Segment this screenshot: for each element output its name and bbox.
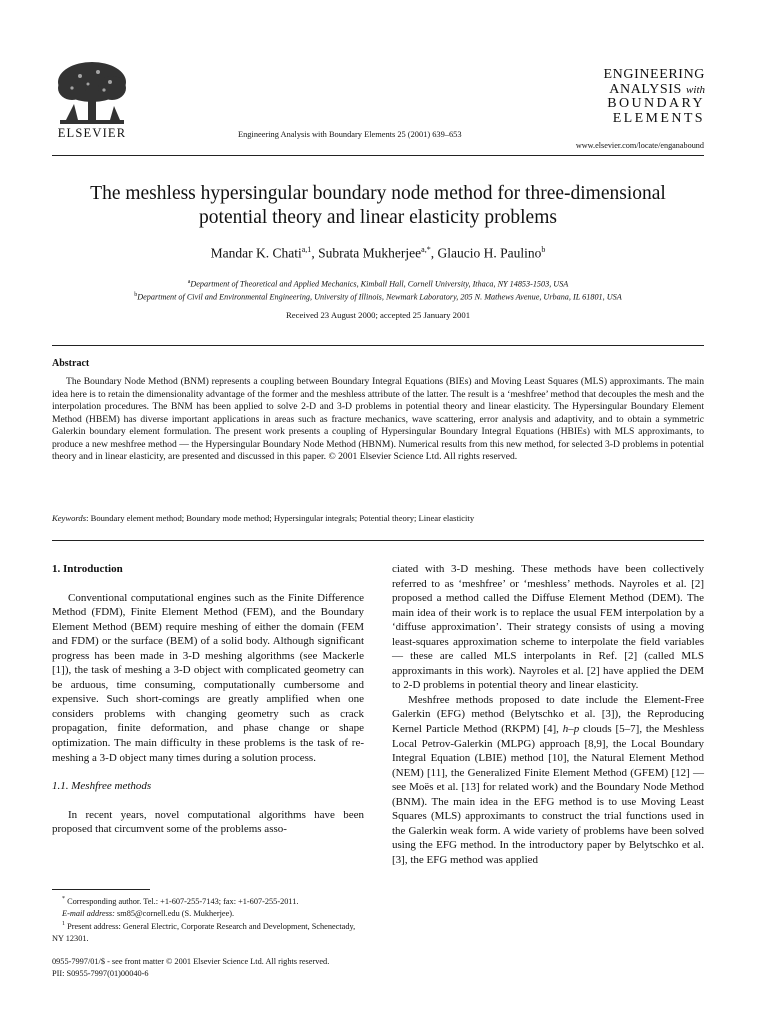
journal-brand [560, 68, 705, 126]
author-mukherjee-marks: a,* [421, 245, 431, 254]
left-column [52, 562, 364, 837]
affiliation-a-mark: a [187, 279, 191, 285]
affiliation-a [52, 279, 704, 289]
issn-line: 0955-7997/01/$ - see front matter © 2001 Elsevier Science Ltd. All rights reserved. [52, 957, 330, 966]
received-dates: Received 23 August 2000; accepted 25 January 2001 [285, 310, 471, 320]
p3-text-a: Meshfree methods proposed to date include the Element-Free Galerkin (EFG) method (Belytschko et al. [3]), the Reproducing Kernel Particle Method (RKPM) [4], [392, 693, 704, 736]
footnote-present-address [52, 919, 364, 944]
footnote-corresponding-author [52, 894, 364, 908]
brand-with-word: with [686, 83, 705, 96]
footnote-one-text: Present address: General Electric, Corporate Research and Development, Schenectady, NY 12301. [52, 922, 356, 943]
p3-text-b: clouds [5–7], the Meshless Local Petrov-Galerkin (MLPG) approach [8,9], the Local Boundary Integral Equation (LBIE) method [10], the Natural Element Method (NEM) [11], the Generalized Finite Element Method (GFEM) [12] — see Moës et al. [13] for related work) and the Boundary Node Method (BNM). The main idea in the EFG method is to use Moving Least Squares (MLS) approximants to construct the trial functions used in the Galerkin weak form. A wide variety of problems have been solved using the EFG method. In the introductory paper by Belytschko et al. [3], the EFG method was applied [392, 723, 705, 866]
subsection-1-1-heading: 1.1. Meshfree methods [52, 780, 152, 793]
p3-hp-italic: h–p [562, 723, 580, 736]
journal-url-link[interactable]: www.elsevier.com/locate/enganabound [575, 141, 704, 150]
brand-line-elements: ELEMENTS [612, 110, 705, 126]
title-line-2: potential theory and linear elasticity problems [199, 207, 557, 228]
intro-paragraph-3 [392, 693, 704, 868]
brand-line-boundary: BOUNDARY [607, 96, 705, 111]
title-line-1: The meshless hypersingular boundary node method for three-dimensional [90, 183, 666, 204]
intro-paragraph-1: Conventional computational engines such as the Finite Difference Method (FDM), Finite Element Method (FEM), and the Boundary Element Method (BEM) require meshing of either the domain (FEM and FDM) or the surface (BEM) of a solid body. Although significant progress has been made in 3-D meshing algorithms (see Mackerle [1]), the task of meshing a 3-D object with complicated geometry can be arduous, time consuming, computationally cumbersome and expensive. Such short-comings are greatly amplified when one considers problems with changing geometry such as crack propagation, finite deformation, and phase change or shape optimization. The main difficulty in these problems is the task of re-meshing a 3-D object many times during a solution process. [52, 591, 364, 764]
footnote-star-text: Corresponding author. Tel.: +1-607-255-7143; fax: +1-607-255-2011. [67, 896, 299, 906]
footnote-email [52, 908, 364, 920]
author-paulino-marks: b [541, 245, 546, 254]
footnotes [52, 894, 364, 945]
front-matter [52, 956, 329, 980]
email-address-link[interactable]: sm85@cornell.edu (S. Mukherjee). [114, 908, 235, 918]
affiliation-b-mark: b [134, 292, 138, 298]
affiliation-b-text: Department of Civil and Environmental Engineering, University of Illinois, Newmark Laboratory, 205 N. Mathews Avenue, Urbana, IL 61801, USA [137, 292, 622, 302]
author-mukherjee[interactable]: Subrata Mukherjee [318, 245, 422, 261]
author-separator: , [311, 245, 319, 261]
keywords-line [52, 513, 704, 523]
pii-line: PII: S0955-7997(01)00040-6 [52, 968, 149, 978]
author-list [52, 245, 704, 262]
elsevier-tree-logo-icon [52, 58, 132, 130]
abstract-heading: Abstract [52, 358, 90, 369]
keywords-label: Keywords [52, 513, 87, 523]
intro-paragraph-2: In recent years, novel computational algorithms have been proposed that circumvent some of the problems asso- [52, 808, 364, 836]
journal-citation: Engineering Analysis with Boundary Elements 25 (2001) 639–653 [238, 130, 462, 139]
section-1-heading: 1. Introduction [52, 563, 123, 575]
footnote-divider [52, 889, 150, 890]
footnote-one-mark: 1 [62, 921, 65, 928]
abstract-text: The Boundary Node Method (BNM) represents a coupling between Boundary Integral Equations (BIEs) and Moving Least Squares (MLS) approximants. The main idea here is to retain the dimensionality advantage of the former and the meshless attribute of the latter. The result is a ‘meshfree’ method that decouples the mesh and the interpolation procedures. The BNM has been applied to solve 2-D and 3-D problems in potential theory and linear elasticity. The Hypersingular Boundary Element Method (HBEM) has diverse important applications in areas such as fracture mechanics, wave scattering, error analysis and adaptivity, and to obtain a symmetric Galerkin boundary element formulation. The present work presents a coupling of Hypersingular Boundary Integral Equations (HBIEs) with MLS approximants, to produce a new meshfree method — the Hypersingular Boundary Node Method (HBNM). Numerical results from this new method, for selected 3-D problems in potential theory and in linear elasticity, are presented and discussed in this paper. © 2001 Elsevier Science Ltd. All rights reserved. [52, 376, 704, 462]
affiliation-a-text: Department of Theoretical and Applied Mechanics, Kimball Hall, Cornell University, Ithaca, NY 14853-1503, USA [190, 279, 569, 289]
author-separator: , [430, 245, 438, 261]
author-chati[interactable]: Mandar K. Chati [210, 245, 302, 261]
brand-analysis-word: ANALYSIS [609, 81, 682, 97]
article-title [52, 182, 704, 230]
footnote-star-mark: * [62, 896, 65, 902]
right-column [392, 562, 704, 867]
affiliation-b [52, 292, 704, 302]
brand-line-analysis [560, 83, 705, 98]
brand-line-engineering: ENGINEERING [603, 67, 705, 82]
header-divider [52, 155, 704, 156]
email-label: E-mail address: [62, 908, 115, 918]
author-paulino[interactable]: Glaucio H. Paulino [437, 245, 542, 261]
author-chati-marks: a,1 [301, 245, 312, 254]
abstract-bottom-divider [52, 540, 704, 541]
keywords-list: : Boundary element method; Boundary mode method; Hypersingular integrals; Potential theory; Linear elasticity [86, 513, 475, 523]
intro-paragraph-2-continued: ciated with 3-D meshing. These methods have been collectively referred to as ‘meshfree’ or ‘meshless’ methods. Nayroles et al. [2] proposed a method called the Diffuse Element Method (DEM). The main idea of their work is to replace the usual FEM interpolation by a ‘diffuse approximation’. Their strategy consists of using a moving least-squares approximation scheme to interpolate the field variables — these are called MLS interpolants in Ref. [2] (called MLS approximants in this work). Nayroles et al. [2] have applied the DEM to 2-D problems in potential theory and linear elasticity. [392, 563, 704, 692]
abstract-top-divider [52, 345, 704, 346]
publisher-name: ELSEVIER [57, 126, 127, 140]
